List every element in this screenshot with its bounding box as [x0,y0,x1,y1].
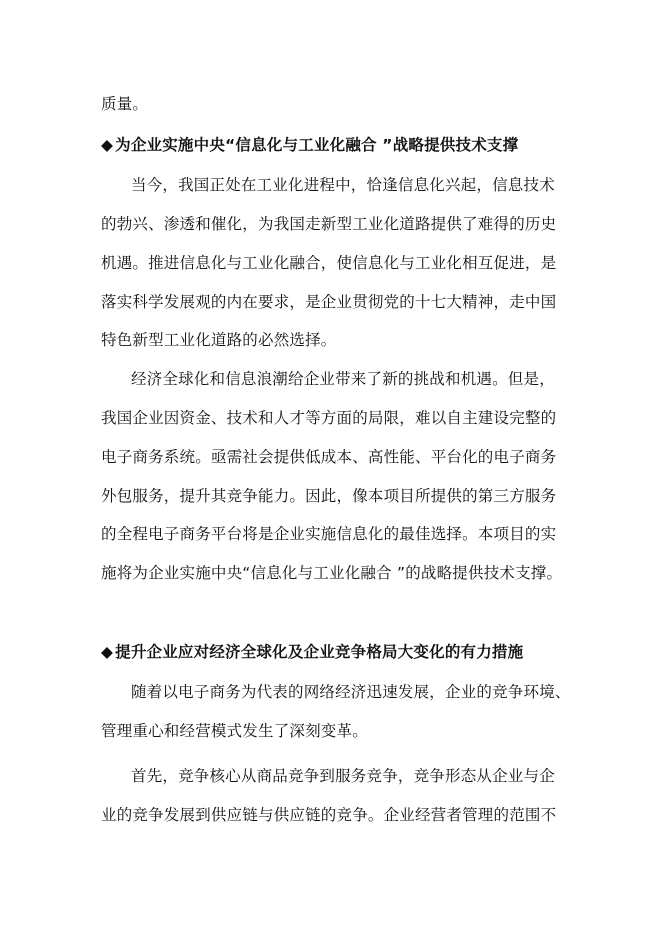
text-line: 施将为企业实施中央“信息化与工业化融合 ”的战略提供技术支撑。 [101,564,563,582]
text-line: 质量。 [101,95,149,113]
text-line: 当今，我国正处在工业化进程中，恰逢信息化兴起，信息技术 [131,176,555,194]
section-heading-text: 提升企业应对经济全球化及企业竞争格局大变化的有力措施 [115,643,524,661]
section-heading [101,642,523,662]
text-line: 机遇。推进信息化与工业化融合，使信息化与工业化相互促进，是 [101,254,557,272]
text-line: 业的竞争发展到供应链与供应链的竞争。企业经营者管理的范围不 [101,806,557,824]
section-heading [101,135,518,155]
text-line: 电子商务系统。亟需社会提供低成本、高性能、平台化的电子商务 [101,448,557,466]
text-line: 随着以电子商务为代表的网络经济迅速发展，企业的竞争环境、 [131,683,571,701]
text-line: 经济全球化和信息浪潮给企业带来了新的挑战和机遇。但是， [131,370,555,388]
diamond-bullet-icon: ◆ [101,136,114,154]
text-line: 落实科学发展观的内在要求，是企业贯彻党的十七大精神，走中国 [101,293,557,311]
text-line: 我国企业因资金、技术和人才等方面的局限，难以自主建设完整的 [101,409,557,427]
text-line: 的全程电子商务平台将是企业实施信息化的最佳选择。本项目的实 [101,525,557,543]
diamond-bullet-icon: ◆ [101,643,114,661]
text-line: 管理重心和经营模式发生了深刻变革。 [101,722,368,740]
section-heading-text: 为企业实施中央“信息化与工业化融合 ”战略提供技术支撑 [115,136,519,154]
text-line: 外包服务，提升其竞争能力。因此，像本项目所提供的第三方服务 [101,487,557,505]
text-line: 特色新型工业化道路的必然选择。 [101,331,337,349]
text-line: 的勃兴、渗透和催化，为我国走新型工业化道路提供了难得的历史 [101,215,557,233]
text-line: 首先，竞争核心从商品竞争到服务竞争，竞争形态从企业与企 [131,767,555,785]
